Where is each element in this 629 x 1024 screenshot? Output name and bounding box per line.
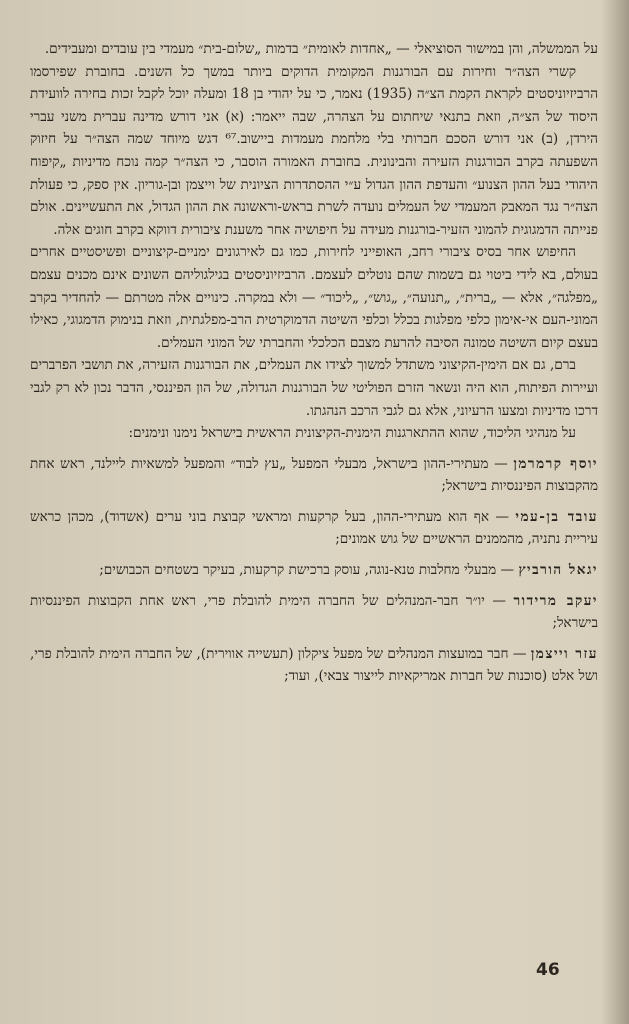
paragraph: קשרי הצה״ר וחירות עם הבורגנות המקומית הדוקים ביותר במשך כל השנים. בחוברת שפירסמו הרביזיוניסטים לקראת הקמת הצ״ה (1935) נאמר, כי על יהודי בן 18 ומעלה יוכל לקבל זכות בחירה לוועידת היסוד של הצ״ה, וזאת בתנאי שיחתום על הצהרה, שבה ייאמר: (א) אני דורש מדינה עברית משני עברי הירדן, (ב) אני דורש הסכם חברותי בלי מלחמת מעמדות ביישוב.⁶⁷ דגש מיוחד שמה הצה״ר על חיזוק השפעתה בקרב הבורגנות הזעירה והבינונית. בחוברת האמורה הוסבר, כי הצה״ר קמה נוכח מדיניות „קיפוח היהודי בעל ההון הצנוע״ והעדפת ההון הגדול ע״י ההסתדרות הציונית של וייצמן ובן-גוריון. אין ספק, כי פעולת הצה״ר נגד המאבק המעמדי של העמלים נועדה לשרת בראש-וראשונה את ההון הגדול, את התעשיינים. אולם פנייתה הדמגוגית להמוני הזעיר-בורגנות מעידה על חיפושיה אחר משענת ציבורית דווקא בקרב חוגים אלה. [30, 63, 599, 238]
list-item [30, 506, 598, 551]
list-item [30, 453, 598, 498]
paragraph: על הממשלה, והן במישור הסוציאלי — „אחדות לאומית״ בדמות „שלום-בית״ מעמדי בין עובדים ומעבידים. [44, 41, 598, 57]
person-description: — אף הוא מעתירי-ההון, בעל קרקעות ומראשי קבוצת בוני ערים (אשדוד), מכהן כראש עיריית נתניה, מהממנים הראשיים של גוש אמונים; [30, 508, 598, 548]
paragraph: ברם, גם אם הימין-הקיצוני משתדל למשוך לצידו את העמלים, את הבורגנות הזעירה, את תושבי הפרברים ועיירות הפיתוח, הוא היה ונשאר הזרם הפוליטי של הבורגנות הגדולה, של הון הפיננסי, הדבר נכון לא רק לגבי דרכו מדיניות ומצעו הרעיוני, אלא גם לגבי הרכב הנהגתו. [30, 357, 598, 419]
list-item [30, 559, 598, 582]
person-description: — מבעלי מחלבות טנא-נוגה, עוסק ברכישת קרקעות, בעיקר בשטחים הכבושים; [99, 562, 515, 579]
paragraph: על מנהיגי הליכוד, שהוא ההתארגנות הימנית-הקיצונית הראשית בישראל נימנו ונימנים: [128, 425, 576, 442]
person-description: — יו״ר חבר-המנהלים של החברה הימית להובלת פרי, ראש אחת הקבוצות הפיננסיות בישראל; [30, 592, 598, 632]
list-item [30, 643, 598, 688]
paragraph: החיפוש אחר בסיס ציבורי רחב, האופייני לחירות, כמו גם לאירגונים ימניים-קיצוניים ופשיסטיים אחרים בעולם, בא לידי ביטוי גם בשמות שהם נוטלים לעצמם. הרביזיוניסטים בגילגוליהם השונים אינם מכנים עצמם „מפלגה״, אלא — „ברית״, „תנועה״, „גוש״, „ליכוד״ — ולא במקרה. כינויים אלה מטרתם — להחדיר בקרב המוני-העם אי-אימון כלפי מפלגות בכלל וכלפי השיטה הדמוקרטית הרב-מפלגתית, וזאת בנימוק הדמגוגי, כאילו בעצם קיום השיטה טמונה הסיבה להרעת מצבם הכלכלי והחברתי של המוני העמלים. [30, 244, 598, 351]
page-number: 46 [536, 960, 560, 980]
person-name: יגאל הורביץ [518, 562, 598, 579]
person-description: — חבר במועצות המנהלים של מפעל ציקלון (תעשייה אווירית), של החברה הימית להובלת פרי, ושל אלט (סוכנות של חברות אמריקאיות לייצור צבאי), ועוד; [30, 645, 598, 685]
person-name: יוסף קרמרמן [513, 455, 598, 472]
person-name: עזר וייצמן [530, 645, 598, 662]
list-item [30, 590, 598, 635]
person-description: — מעתירי-ההון בישראל, מבעלי המפעל „עץ לבוד״ והמפעל למשאיות ליילנד, ראש אחת מהקבוצות הפיננסיות בישראל; [30, 455, 598, 495]
page-body-text [30, 38, 598, 690]
person-name: יעקב מרידור [513, 592, 598, 609]
person-name: עובד בן-עמי [515, 508, 598, 525]
